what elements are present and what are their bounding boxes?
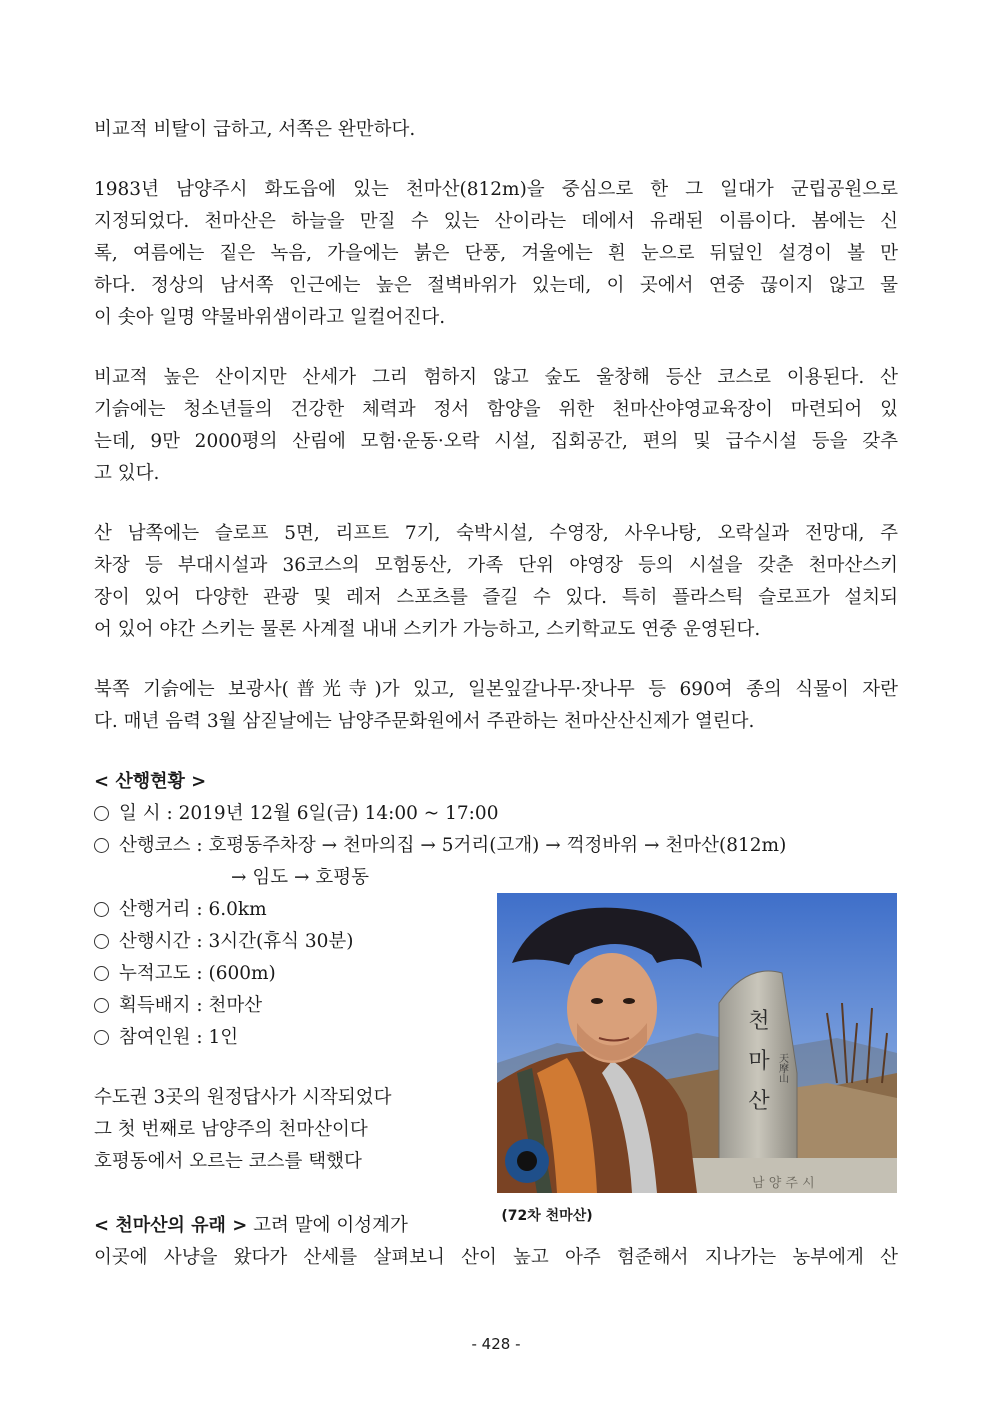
hiking-distance-text: 산행거리 : 6.0km: [119, 899, 267, 920]
hiking-time-text: 산행시간 : 3시간(휴식 30분): [119, 931, 354, 952]
stone-base-text: 남 양 주 시: [752, 1176, 815, 1191]
origin-text: 고려 말에 이성계가: [247, 1215, 408, 1236]
text-line: 비교적 높은 산이지만 산세가 그리 험하지 않고 숲도 울창해 등산 코스로 이용된다. 산: [94, 367, 898, 388]
text-line: 는데, 9만 2000평의 산림에 모험·운동·오락 시설, 집회공간, 편의 및 급수시설 등을 갖추: [94, 431, 898, 452]
text-line: 어 있어 야간 스키는 물론 사계절 내내 스키가 가능하고, 스키학교도 연중 운영된다.: [94, 619, 761, 640]
text-line: 차장 등 부대시설과 36코스의 모험동산, 가족 단위 야영장 등의 시설을 갖춘 천마산스키: [94, 555, 898, 576]
circle-bullet-icon: [94, 966, 109, 981]
circle-bullet-icon: [94, 1030, 109, 1045]
hiking-course-continued: → 임도 → 호평동: [231, 867, 369, 888]
text-line: 고 있다.: [94, 463, 160, 484]
paragraph-5: [94, 674, 898, 738]
hiking-course-text: 산행코스 : 호평동주차장 → 천마의집 → 5거리(고개) → 꺽정바위 → 천마산(812m): [119, 835, 787, 856]
text-line: 북쪽 기슭에는 보광사(普光寺)가 있고, 일본잎갈나무·잣나무 등 690여 종의 식물이 자란: [94, 679, 898, 700]
paragraph-3: [94, 362, 898, 490]
paragraph-1: [94, 114, 898, 146]
story-line: 호평동에서 오르는 코스를 택했다: [94, 1151, 362, 1172]
origin-line-2: 이곳에 사냥을 왔다가 산세를 살펴보니 산이 높고 아주 험준해서 지나가는 농부에게 산: [94, 1247, 898, 1268]
paragraph-4: [94, 518, 898, 646]
circle-bullet-icon: [94, 902, 109, 917]
circle-bullet-icon: [94, 998, 109, 1013]
text-line: 산 남쪽에는 슬로프 5면, 리프트 7기, 숙박시설, 수영장, 사우나탕, 오락실과 전망대, 주: [94, 523, 898, 544]
hiking-date: [94, 798, 898, 830]
text-line: 다. 매년 음력 3월 삼짇날에는 남양주문화원에서 주관하는 천마산산신제가 열린다.: [94, 711, 755, 732]
hiking-heading: < 산행현황 >: [94, 771, 207, 792]
hiking-elevation-text: 누적고도 : (600m): [119, 963, 276, 984]
stone-char: 산: [748, 1089, 770, 1114]
stone-char: 마: [748, 1049, 770, 1074]
hiking-members-text: 참여인원 : 1인: [119, 1027, 239, 1048]
story-line: 수도권 3곳의 원정답사가 시작되었다: [94, 1087, 392, 1108]
stone-hanja: 天摩山: [776, 1053, 788, 1083]
text-line: 비교적 비탈이 급하고, 서쪽은 완만하다.: [94, 119, 416, 140]
origin-heading: < 천마산의 유래 >: [94, 1215, 248, 1236]
text-line: 장이 있어 다양한 관광 및 레저 스포츠를 즐길 수 있다. 특히 플라스틱 슬로프가 설치되: [94, 587, 898, 608]
origin-line: [94, 1210, 898, 1242]
circle-bullet-icon: [94, 838, 109, 853]
story-line: 그 첫 번째로 남양주의 천마산이다: [94, 1119, 368, 1140]
text-line: 록, 여름에는 짙은 녹음, 가을에는 붉은 단풍, 겨울에는 흰 눈으로 뒤덮인 설경이 볼 만: [94, 243, 898, 264]
circle-bullet-icon: [94, 806, 109, 821]
text-line: 기슭에는 청소년들의 건강한 체력과 정서 함양을 위한 천마산야영교육장이 마련되어 있: [94, 399, 898, 420]
circle-bullet-icon: [94, 934, 109, 949]
text-line: 이 솟아 일명 약물바위샘이라고 일컬어진다.: [94, 307, 446, 328]
hiking-date-text: 일 시 : 2019년 12월 6일(금) 14:00 ~ 17:00: [119, 803, 499, 824]
text-line: 1983년 남양주시 화도읍에 있는 천마산(812m)을 중심으로 한 그 일대가 군립공원으로: [94, 179, 898, 200]
text-line: 하다. 정상의 남서쪽 인근에는 높은 절벽바위가 있는데, 이 곳에서 연중 끊이지 않고 물: [94, 275, 898, 296]
photo-caption: (72차 천마산): [501, 1208, 593, 1224]
summit-photo: [497, 893, 897, 1193]
text-line: 지정되었다. 천마산은 하늘을 만질 수 있는 산이라는 데에서 유래된 이름이다. 봄에는 신: [94, 211, 898, 232]
hiking-badge-text: 획득배지 : 천마산: [119, 995, 263, 1016]
hiking-course: [94, 830, 898, 862]
stone-char: 천: [748, 1009, 770, 1034]
page-number: - 428 -: [471, 1335, 521, 1353]
summit-photo-illustration: [497, 893, 897, 1193]
paragraph-2: [94, 174, 898, 334]
